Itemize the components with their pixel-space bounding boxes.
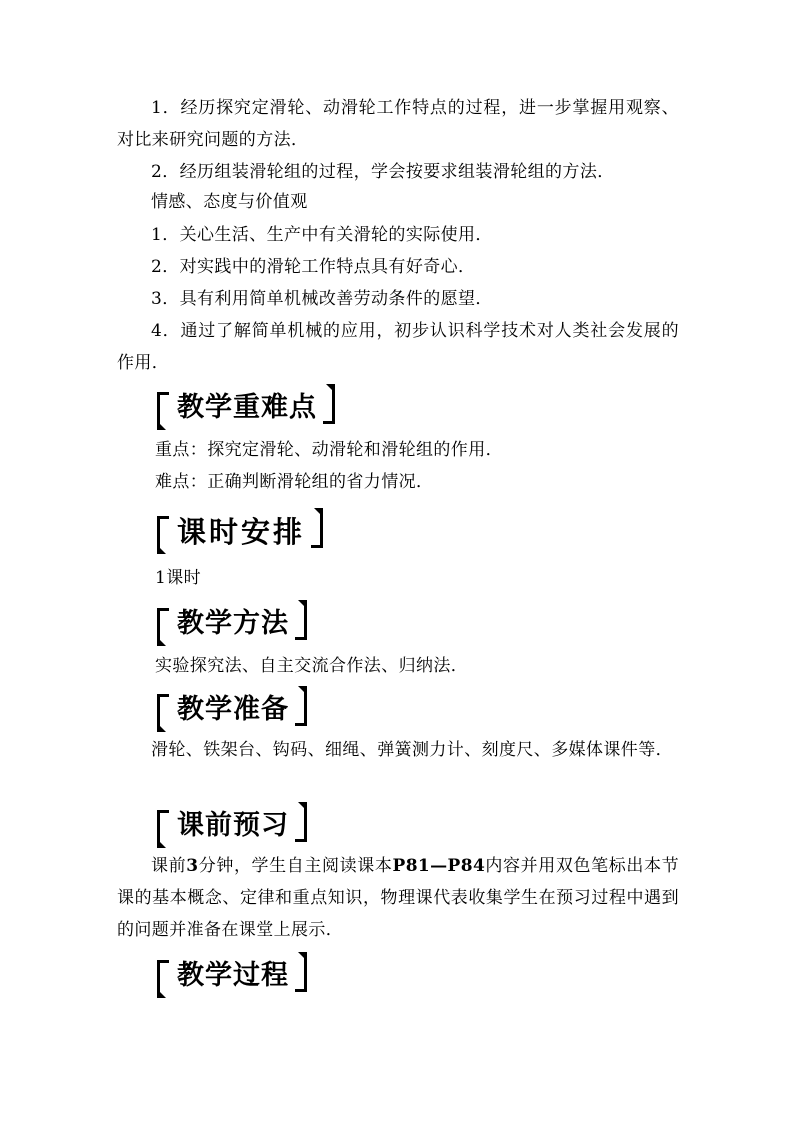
bracket-left-icon: [157, 388, 171, 428]
heading-text: 教学过程: [177, 960, 289, 991]
goal-item-2: 2．经历组装滑轮组的过程，学会按要求组装滑轮组的方法．: [151, 162, 615, 182]
bracket-left-icon: [157, 956, 171, 996]
preview-text-mid: 分钟，学生自主阅读课本: [198, 856, 393, 876]
bracket-right-icon: [309, 512, 323, 552]
attitude-item-3: 3．具有利用简单机械改善劳动条件的愿望．: [151, 289, 493, 309]
section-heading-process: [157, 954, 307, 998]
attitude-subheading: 情感、态度与价值观: [151, 192, 308, 212]
preparation-value: 滑轮、铁架台、钩码、细绳、弹簧测力计、刻度尺、多媒体课件等．: [151, 740, 673, 760]
heading-text: 教学准备: [177, 694, 289, 725]
preview-value: [117, 850, 679, 946]
bracket-right-icon: [293, 956, 307, 996]
goal-item-1: 1．经历探究定滑轮、动滑轮工作特点的过程，进一步掌握用观察、对比来研究问题的方法．: [117, 98, 679, 150]
bracket-right-icon: [293, 690, 307, 730]
bracket-right-icon: [321, 388, 335, 428]
bracket-left-icon: [157, 604, 171, 644]
attitude-item-4: 4．通过了解简单机械的应用，初步认识科学技术对人类社会发展的作用．: [117, 321, 679, 373]
key-point-focus: 重点：探究定滑轮、动滑轮和滑轮组的作用．: [155, 440, 503, 460]
heading-text: 教学方法: [177, 608, 289, 639]
bracket-right-icon: [293, 806, 307, 846]
section-heading-key-points: [157, 386, 335, 430]
attitude-item-2: 2．对实践中的滑轮工作特点具有好奇心．: [151, 257, 476, 277]
bracket-right-icon: [293, 604, 307, 644]
heading-text: 课前预习: [177, 810, 289, 841]
preview-text-prefix: 课前: [151, 856, 187, 876]
preview-minutes: 3: [186, 856, 199, 876]
heading-text: 教学重难点: [177, 392, 317, 423]
key-point-difficulty: 难点：正确判断滑轮组的省力情况．: [155, 472, 434, 492]
section-heading-schedule: [157, 510, 323, 554]
section-heading-method: [157, 602, 307, 646]
preview-text-suffix: 内容并用双色笔标出本节课的基本概念、定律和重点知识，物理课代表收集学生在预习过程中遇到的问题并准备在课堂上展示．: [117, 856, 680, 940]
section-heading-preview: [157, 804, 307, 848]
heading-text: 课时安排: [177, 515, 306, 549]
attitude-item-1: 1．关心生活、生产中有关滑轮的实际使用．: [151, 225, 493, 245]
method-value: 实验探究法、自主交流合作法、归纳法．: [155, 656, 469, 676]
bracket-left-icon: [157, 806, 171, 846]
schedule-value: 1课时: [155, 568, 202, 588]
bracket-left-icon: [157, 512, 171, 552]
section-heading-preparation: [157, 688, 307, 732]
bracket-left-icon: [157, 690, 171, 730]
preview-pages: P81—P84: [392, 856, 486, 876]
